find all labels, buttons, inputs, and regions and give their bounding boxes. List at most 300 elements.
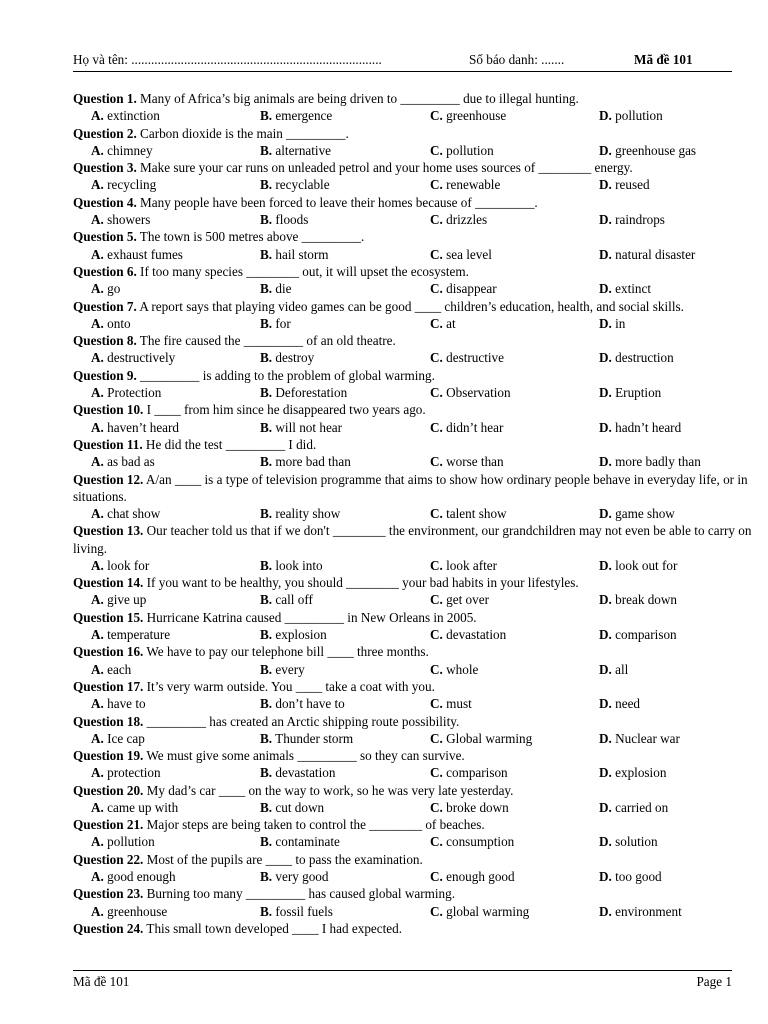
- option-d[interactable]: [599, 661, 628, 678]
- answer-options: [73, 246, 761, 263]
- option-text: cut down: [275, 799, 325, 815]
- question-number: Question 5.: [73, 229, 137, 245]
- question-14: [73, 574, 761, 591]
- option-letter: C.: [430, 384, 443, 400]
- option-b[interactable]: [260, 764, 335, 781]
- option-c[interactable]: [430, 661, 478, 678]
- option-text: for: [275, 315, 291, 331]
- option-letter: A.: [91, 419, 104, 435]
- question-number: Question 24.: [73, 921, 144, 937]
- question-2: [73, 125, 761, 142]
- question-text: Carbon dioxide is the main _________.: [136, 125, 349, 141]
- option-d[interactable]: [599, 695, 640, 712]
- option-text: destroy: [275, 350, 315, 366]
- option-text: get over: [446, 592, 489, 608]
- question-number: Question 15.: [73, 609, 144, 625]
- option-d[interactable]: [599, 280, 651, 297]
- option-c[interactable]: [430, 176, 500, 193]
- option-text: comparison: [446, 765, 508, 781]
- option-d[interactable]: [599, 384, 661, 401]
- option-c[interactable]: [430, 349, 504, 366]
- option-letter: C.: [430, 211, 443, 227]
- option-letter: A.: [91, 592, 104, 608]
- answer-options: [73, 557, 761, 574]
- option-a[interactable]: [91, 176, 156, 193]
- option-a[interactable]: [91, 903, 167, 920]
- option-c[interactable]: [430, 419, 503, 436]
- option-text: go: [107, 281, 121, 297]
- option-text: very good: [275, 869, 329, 885]
- option-d[interactable]: [599, 626, 677, 643]
- question-text: A/an ____ is a type of television programme that aims to show how ordinary people behave in everyday life, or in situations.: [73, 471, 748, 504]
- option-letter: B.: [260, 799, 273, 815]
- question-text: Our teacher told us that if we don't ________ the environment, our grandchildren may not even be able to carry on living.: [73, 523, 752, 556]
- option-c[interactable]: [430, 107, 506, 124]
- option-d[interactable]: [599, 246, 695, 263]
- option-b[interactable]: [260, 730, 353, 747]
- option-text: recycling: [107, 177, 157, 193]
- option-a[interactable]: [91, 142, 153, 159]
- option-c[interactable]: [430, 315, 456, 332]
- option-text: break down: [615, 592, 678, 608]
- option-c[interactable]: [430, 280, 497, 297]
- option-letter: B.: [260, 246, 273, 262]
- option-letter: C.: [430, 315, 443, 331]
- question-text: Burning too many _________ has caused global warming.: [143, 886, 456, 902]
- question-text: Major steps are being taken to control the ________ of beaches.: [143, 817, 485, 833]
- answer-options: [73, 176, 761, 193]
- option-text: explosion: [275, 626, 327, 642]
- option-letter: A.: [91, 834, 104, 850]
- option-text: greenhouse: [446, 108, 507, 124]
- option-c[interactable]: [430, 505, 507, 522]
- option-letter: D.: [599, 765, 612, 781]
- option-letter: C.: [430, 108, 443, 124]
- page-footer: [73, 970, 732, 989]
- question-7: [73, 298, 761, 315]
- option-text: recyclable: [275, 177, 330, 193]
- option-text: hail storm: [275, 246, 329, 262]
- question-17: [73, 678, 761, 695]
- question-16: [73, 643, 761, 660]
- question-5: [73, 228, 761, 245]
- option-d[interactable]: [599, 142, 696, 159]
- option-text: protection: [107, 765, 161, 781]
- question-number: Question 2.: [73, 125, 137, 141]
- option-c[interactable]: [430, 626, 506, 643]
- option-letter: A.: [91, 730, 104, 746]
- option-text: contaminate: [275, 834, 340, 850]
- option-d[interactable]: [599, 505, 675, 522]
- question-number: Question 7.: [73, 298, 137, 314]
- option-b[interactable]: [260, 505, 340, 522]
- option-letter: B.: [260, 384, 273, 400]
- option-c[interactable]: [430, 903, 529, 920]
- option-text: look after: [446, 557, 498, 573]
- option-text: chat show: [107, 505, 161, 521]
- option-d[interactable]: [599, 419, 681, 436]
- option-d[interactable]: [599, 107, 663, 124]
- option-text: every: [275, 661, 305, 677]
- option-text: Observation: [446, 384, 511, 400]
- option-c[interactable]: [430, 246, 492, 263]
- option-d[interactable]: [599, 211, 665, 228]
- question-number: Question 11.: [73, 436, 143, 452]
- option-letter: C.: [430, 454, 443, 470]
- option-text: Global warming: [446, 730, 533, 746]
- option-letter: D.: [599, 626, 612, 642]
- option-a[interactable]: [91, 211, 150, 228]
- option-letter: C.: [430, 661, 443, 677]
- option-b[interactable]: [260, 591, 313, 608]
- option-text: Ice cap: [107, 730, 145, 746]
- option-text: drizzles: [446, 211, 488, 227]
- option-b[interactable]: [260, 246, 329, 263]
- option-b[interactable]: [260, 107, 332, 124]
- option-b[interactable]: [260, 626, 327, 643]
- option-letter: C.: [430, 505, 443, 521]
- option-text: whole: [446, 661, 479, 677]
- option-text: greenhouse: [107, 903, 168, 919]
- option-letter: D.: [599, 557, 612, 573]
- option-text: give up: [107, 592, 147, 608]
- option-text: look for: [107, 557, 150, 573]
- question-text: _________ is adding to the problem of global warming.: [136, 367, 435, 383]
- question-text: If too many species ________ out, it will upset the ecosystem.: [136, 263, 469, 279]
- option-text: hadn’t heard: [615, 419, 682, 435]
- option-text: extinction: [107, 108, 160, 124]
- option-letter: B.: [260, 350, 273, 366]
- option-letter: B.: [260, 281, 273, 297]
- option-letter: D.: [599, 211, 612, 227]
- option-a[interactable]: [91, 695, 146, 712]
- option-b[interactable]: [260, 833, 340, 850]
- option-text: alternative: [275, 142, 332, 158]
- option-text: solution: [615, 834, 658, 850]
- question-number: Question 23.: [73, 886, 144, 902]
- option-letter: B.: [260, 108, 273, 124]
- question-number: Question 22.: [73, 851, 144, 867]
- option-text: game show: [615, 505, 675, 521]
- option-d[interactable]: [599, 730, 680, 747]
- option-text: chimney: [107, 142, 153, 158]
- question-21: [73, 816, 761, 833]
- question-9: [73, 367, 761, 384]
- option-letter: A.: [91, 799, 104, 815]
- option-text: Nuclear war: [615, 730, 680, 746]
- answer-options: [73, 211, 761, 228]
- option-a[interactable]: [91, 107, 160, 124]
- option-text: as bad as: [107, 454, 155, 470]
- option-c[interactable]: [430, 868, 515, 885]
- option-letter: B.: [260, 177, 273, 193]
- option-d[interactable]: [599, 833, 658, 850]
- page-header: [73, 51, 732, 72]
- option-text: explosion: [615, 765, 667, 781]
- option-c[interactable]: [430, 695, 472, 712]
- question-number: Question 17.: [73, 678, 144, 694]
- question-number: Question 14.: [73, 575, 144, 591]
- option-letter: B.: [260, 142, 273, 158]
- option-b[interactable]: [260, 799, 324, 816]
- option-d[interactable]: [599, 315, 625, 332]
- option-c[interactable]: [430, 557, 497, 574]
- option-a[interactable]: [91, 591, 146, 608]
- option-d[interactable]: [599, 799, 668, 816]
- option-letter: C.: [430, 799, 443, 815]
- option-letter: C.: [430, 281, 443, 297]
- option-a[interactable]: [91, 453, 155, 470]
- option-letter: A.: [91, 696, 104, 712]
- option-b[interactable]: [260, 695, 345, 712]
- option-a[interactable]: [91, 661, 131, 678]
- option-text: have to: [107, 696, 146, 712]
- option-letter: C.: [430, 592, 443, 608]
- question-text: The town is 500 metres above _________.: [136, 229, 365, 245]
- answer-options: [73, 903, 761, 920]
- option-a[interactable]: [91, 730, 145, 747]
- option-b[interactable]: [260, 349, 314, 366]
- option-letter: D.: [599, 869, 612, 885]
- page-number: Page 1: [696, 974, 732, 989]
- option-letter: D.: [599, 350, 612, 366]
- answer-options: [73, 764, 761, 781]
- option-letter: D.: [599, 696, 612, 712]
- question-15: [73, 609, 761, 626]
- option-text: more badly than: [615, 454, 701, 470]
- option-text: destructively: [107, 350, 176, 366]
- option-letter: B.: [260, 626, 273, 642]
- answer-options: [73, 730, 761, 747]
- question-text: A report says that playing video games can be good ____ children’s education, health, and social skills.: [136, 298, 684, 314]
- option-text: comparison: [615, 626, 677, 642]
- option-d[interactable]: [599, 349, 674, 366]
- option-text: haven’t heard: [107, 419, 180, 435]
- option-letter: C.: [430, 869, 443, 885]
- option-letter: D.: [599, 246, 612, 262]
- question-text: We must give some animals _________ so they can survive.: [143, 748, 465, 764]
- option-letter: C.: [430, 730, 443, 746]
- option-letter: B.: [260, 211, 273, 227]
- option-letter: A.: [91, 384, 104, 400]
- option-letter: A.: [91, 505, 104, 521]
- option-d[interactable]: [599, 557, 677, 574]
- option-letter: B.: [260, 454, 273, 470]
- option-a[interactable]: [91, 315, 131, 332]
- question-number: Question 6.: [73, 263, 137, 279]
- option-text: call off: [275, 592, 313, 608]
- option-b[interactable]: [260, 557, 323, 574]
- option-letter: A.: [91, 626, 104, 642]
- option-letter: A.: [91, 142, 104, 158]
- option-letter: A.: [91, 454, 104, 470]
- answer-options: [73, 505, 761, 522]
- candidate-number-field: Số báo danh: .......: [469, 52, 565, 67]
- option-a[interactable]: [91, 626, 170, 643]
- option-letter: A.: [91, 108, 104, 124]
- option-d[interactable]: [599, 591, 677, 608]
- option-text: onto: [107, 315, 131, 331]
- option-letter: D.: [599, 384, 612, 400]
- option-letter: D.: [599, 177, 612, 193]
- option-text: at: [446, 315, 456, 331]
- option-c[interactable]: [430, 833, 514, 850]
- question-text: If you want to be healthy, you should ________ your bad habits in your lifestyles.: [143, 575, 579, 591]
- option-letter: D.: [599, 834, 612, 850]
- answer-options: [73, 453, 761, 470]
- option-letter: B.: [260, 315, 273, 331]
- option-letter: D.: [599, 903, 612, 919]
- answer-options: [73, 661, 761, 678]
- option-c[interactable]: [430, 453, 504, 470]
- question-text: I ____ from him since he disappeared two years ago.: [143, 402, 426, 418]
- option-letter: A.: [91, 281, 104, 297]
- option-text: consumption: [446, 834, 515, 850]
- question-1: [73, 90, 761, 107]
- option-text: carried on: [615, 799, 669, 815]
- option-text: broke down: [446, 799, 509, 815]
- option-a[interactable]: [91, 868, 176, 885]
- question-18: [73, 713, 761, 730]
- option-text: pollution: [107, 834, 155, 850]
- option-text: die: [275, 281, 292, 297]
- option-a[interactable]: [91, 280, 120, 297]
- option-text: devastation: [446, 626, 507, 642]
- answer-options: [73, 419, 761, 436]
- option-letter: D.: [599, 281, 612, 297]
- option-b[interactable]: [260, 903, 333, 920]
- option-a[interactable]: [91, 246, 183, 263]
- option-b[interactable]: [260, 176, 330, 193]
- question-number: Question 16.: [73, 644, 144, 660]
- option-text: exhaust fumes: [107, 246, 183, 262]
- option-c[interactable]: [430, 384, 511, 401]
- question-text: This small town developed ____ I had expected.: [143, 921, 403, 937]
- question-text: Hurricane Katrina caused _________ in New Orleans in 2005.: [143, 609, 477, 625]
- option-letter: C.: [430, 142, 443, 158]
- option-b[interactable]: [260, 211, 308, 228]
- answer-options: [73, 384, 761, 401]
- option-b[interactable]: [260, 868, 329, 885]
- option-text: in: [615, 315, 626, 331]
- option-a[interactable]: [91, 419, 179, 436]
- option-b[interactable]: [260, 453, 351, 470]
- option-a[interactable]: [91, 384, 161, 401]
- option-b[interactable]: [260, 280, 292, 297]
- option-b[interactable]: [260, 315, 291, 332]
- question-text: Many of Africa’s big animals are being driven to _________ due to illegal hunting.: [136, 91, 579, 106]
- option-c[interactable]: [430, 764, 508, 781]
- option-letter: D.: [599, 592, 612, 608]
- option-a[interactable]: [91, 799, 178, 816]
- option-text: destructive: [446, 350, 504, 366]
- option-letter: D.: [599, 315, 612, 331]
- option-letter: A.: [91, 557, 104, 573]
- option-letter: C.: [430, 177, 443, 193]
- option-text: talent show: [446, 505, 507, 521]
- option-c[interactable]: [430, 142, 494, 159]
- option-a[interactable]: [91, 505, 160, 522]
- option-text: devastation: [275, 765, 336, 781]
- question-text: Most of the pupils are ____ to pass the examination.: [143, 851, 423, 867]
- option-d[interactable]: [599, 868, 662, 885]
- option-text: too good: [615, 869, 662, 885]
- option-letter: D.: [599, 454, 612, 470]
- question-10: [73, 401, 761, 418]
- option-b[interactable]: [260, 419, 342, 436]
- option-c[interactable]: [430, 211, 487, 228]
- option-text: pollution: [615, 108, 663, 124]
- answer-options: [73, 799, 761, 816]
- question-number: Question 13.: [73, 523, 144, 539]
- question-text: My dad’s car ____ on the way to work, so he was very late yesterday.: [143, 782, 514, 798]
- option-text: reused: [615, 177, 650, 193]
- option-letter: A.: [91, 211, 104, 227]
- option-text: natural disaster: [615, 246, 696, 262]
- footer-exam-code: Mã đề 101: [73, 974, 130, 989]
- answer-options: [73, 695, 761, 712]
- question-11: [73, 436, 761, 453]
- option-text: Protection: [107, 384, 162, 400]
- option-letter: D.: [599, 505, 612, 521]
- option-b[interactable]: [260, 384, 347, 401]
- option-d[interactable]: [599, 453, 701, 470]
- option-d[interactable]: [599, 764, 666, 781]
- question-24: [73, 920, 761, 937]
- option-b[interactable]: [260, 142, 331, 159]
- student-name-field: Họ và tên: ............................................................................: [73, 52, 382, 67]
- option-letter: D.: [599, 419, 612, 435]
- option-text: emergence: [275, 108, 333, 124]
- option-c[interactable]: [430, 799, 509, 816]
- option-letter: D.: [599, 108, 612, 124]
- option-c[interactable]: [430, 591, 489, 608]
- option-text: reality show: [275, 505, 341, 521]
- answer-options: [73, 315, 761, 332]
- option-letter: A.: [91, 765, 104, 781]
- option-b[interactable]: [260, 661, 305, 678]
- option-c[interactable]: [430, 730, 532, 747]
- option-letter: A.: [91, 661, 104, 677]
- option-d[interactable]: [599, 176, 650, 193]
- option-letter: C.: [430, 350, 443, 366]
- option-text: all: [615, 661, 629, 677]
- option-a[interactable]: [91, 557, 149, 574]
- option-letter: D.: [599, 799, 612, 815]
- option-letter: B.: [260, 557, 273, 573]
- option-text: enough good: [446, 869, 515, 885]
- question-text: The fire caused the _________ of an old theatre.: [136, 333, 396, 349]
- answer-options: [73, 833, 761, 850]
- option-d[interactable]: [599, 903, 682, 920]
- option-letter: A.: [91, 177, 104, 193]
- option-text: greenhouse gas: [615, 142, 697, 158]
- option-a[interactable]: [91, 349, 175, 366]
- option-letter: D.: [599, 142, 612, 158]
- option-text: global warming: [446, 903, 530, 919]
- question-number: Question 19.: [73, 748, 144, 764]
- option-text: need: [615, 696, 641, 712]
- option-letter: C.: [430, 626, 443, 642]
- question-22: [73, 851, 761, 868]
- option-a[interactable]: [91, 764, 161, 781]
- question-text: It’s very warm outside. You ____ take a coat with you.: [143, 678, 435, 694]
- question-text: We have to pay our telephone bill ____ three months.: [143, 644, 429, 660]
- question-20: [73, 782, 761, 799]
- option-a[interactable]: [91, 833, 155, 850]
- option-letter: C.: [430, 419, 443, 435]
- option-text: worse than: [446, 454, 504, 470]
